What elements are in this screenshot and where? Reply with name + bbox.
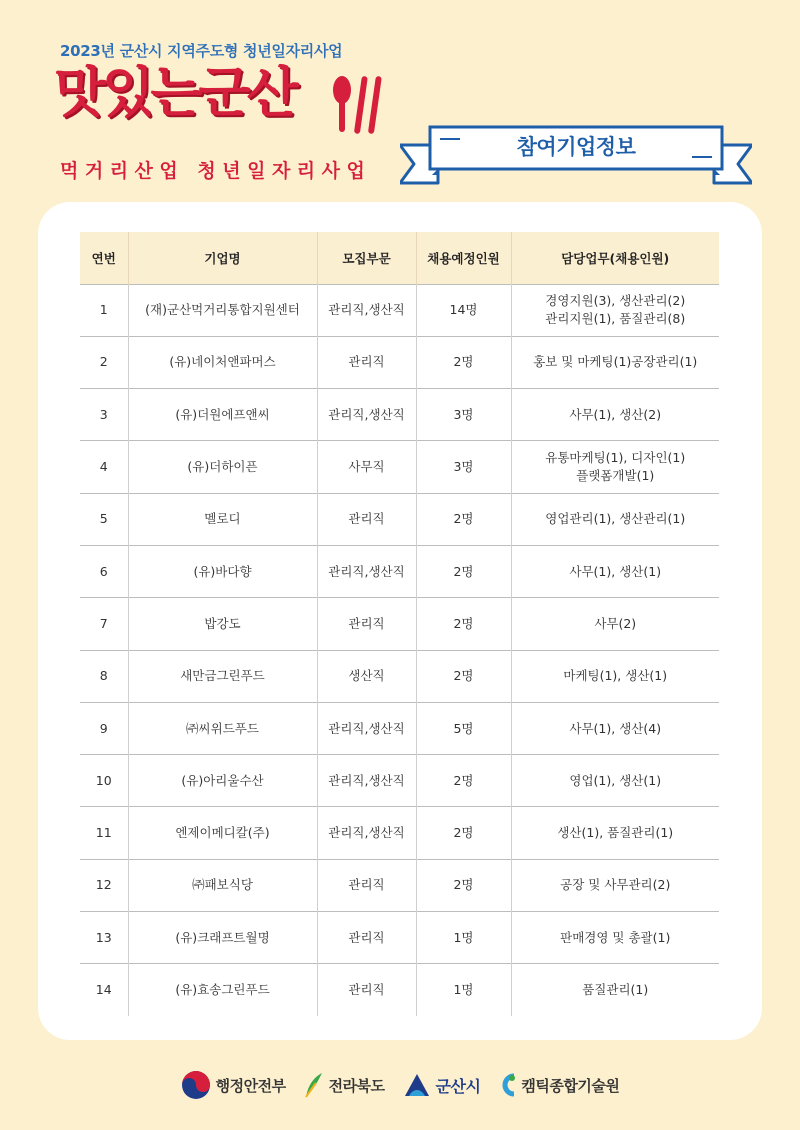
logo-title: 맛있는군산	[54, 61, 295, 124]
footer-org-label: 군산시	[435, 1076, 481, 1096]
cell-duty: 영업(1), 생산(1)	[511, 755, 719, 807]
table-row	[80, 389, 719, 441]
cell-sector: 관리직,생산직	[317, 545, 416, 597]
cell-duty: 홍보 및 마케팅(1)공장관리(1)	[511, 336, 719, 388]
cell-count: 5명	[416, 702, 511, 754]
table-row	[80, 807, 719, 859]
cell-sector: 사무직	[317, 441, 416, 493]
cell-company: (유)크래프트월명	[128, 912, 317, 964]
footer-org-gunsan	[403, 1072, 481, 1098]
table-row	[80, 859, 719, 911]
cell-company: (유)효송그린푸드	[128, 964, 317, 1016]
cell-duty: 경영지원(3), 생산관리(2) 관리지원(1), 품질관리(8)	[511, 284, 719, 336]
table-row	[80, 441, 719, 493]
cell-sector: 생산직	[317, 650, 416, 702]
cell-sector: 관리직	[317, 598, 416, 650]
cell-duty: 생산(1), 품질관리(1)	[511, 807, 719, 859]
cell-no: 2	[80, 336, 128, 388]
footer-org-jeonbuk	[304, 1071, 385, 1099]
cell-company: 밥강도	[128, 598, 317, 650]
cell-no: 7	[80, 598, 128, 650]
cell-count: 14명	[416, 284, 511, 336]
col-header-no: 연번	[80, 232, 128, 284]
gunsan-emblem-icon	[403, 1072, 431, 1098]
cell-sector: 관리직,생산직	[317, 389, 416, 441]
cell-duty: 사무(1), 생산(4)	[511, 702, 719, 754]
col-header-sector: 모집부문	[317, 232, 416, 284]
col-header-duty: 담당업무(채용인원)	[511, 232, 719, 284]
cell-sector: 관리직	[317, 964, 416, 1016]
cell-company: (유)더원에프앤씨	[128, 389, 317, 441]
cell-company: (유)바다향	[128, 545, 317, 597]
cell-duty: 공장 및 사무관리(2)	[511, 859, 719, 911]
footer-org-label: 행정안전부	[215, 1076, 286, 1095]
cell-count: 1명	[416, 912, 511, 964]
footer-org-camtic	[498, 1072, 619, 1098]
camtic-icon	[498, 1072, 516, 1098]
cell-count: 2명	[416, 493, 511, 545]
footer-org-label: 캠틱종합기술원	[521, 1076, 620, 1095]
table-row	[80, 964, 719, 1016]
cell-no: 8	[80, 650, 128, 702]
cell-sector: 관리직	[317, 859, 416, 911]
project-subtitle: 2023년 군산시 지역주도형 청년일자리사업	[60, 42, 343, 60]
cell-no: 11	[80, 807, 128, 859]
cell-duty: 사무(2)	[511, 598, 719, 650]
cell-sector: 관리직	[317, 493, 416, 545]
cell-no: 4	[80, 441, 128, 493]
cell-company: (유)더하이픈	[128, 441, 317, 493]
cell-count: 2명	[416, 336, 511, 388]
cell-sector: 관리직,생산직	[317, 284, 416, 336]
table-header-row	[80, 232, 719, 284]
col-header-count: 채용예정인원	[416, 232, 511, 284]
cell-count: 2명	[416, 755, 511, 807]
cell-sector: 관리직	[317, 336, 416, 388]
cell-duty: 품질관리(1)	[511, 964, 719, 1016]
cell-duty: 마케팅(1), 생산(1)	[511, 650, 719, 702]
cell-company: (유)아리울수산	[128, 755, 317, 807]
cell-count: 2명	[416, 545, 511, 597]
cell-no: 5	[80, 493, 128, 545]
cell-count: 2명	[416, 650, 511, 702]
cell-count: 3명	[416, 389, 511, 441]
table-row	[80, 284, 719, 336]
cell-no: 6	[80, 545, 128, 597]
cell-count: 1명	[416, 964, 511, 1016]
table-row	[80, 702, 719, 754]
cell-company: ㈜패보식당	[128, 859, 317, 911]
cell-duty: 유통마케팅(1), 디자인(1) 플랫폼개발(1)	[511, 441, 719, 493]
table-row	[80, 336, 719, 388]
cell-duty: 영업관리(1), 생산관리(1)	[511, 493, 719, 545]
cell-no: 1	[80, 284, 128, 336]
table-row	[80, 545, 719, 597]
cell-company: ㈜씨위드푸드	[128, 702, 317, 754]
cell-no: 13	[80, 912, 128, 964]
cell-sector: 관리직,생산직	[317, 755, 416, 807]
table-row	[80, 650, 719, 702]
table-row	[80, 598, 719, 650]
col-header-company: 기업명	[128, 232, 317, 284]
table-row	[80, 912, 719, 964]
jeonbuk-leaf-icon	[304, 1071, 324, 1099]
taegeuk-icon	[181, 1070, 211, 1100]
footer-logos	[0, 1060, 800, 1110]
spoon-chopsticks-icon	[332, 74, 392, 152]
cell-sector: 관리직	[317, 912, 416, 964]
cell-count: 3명	[416, 441, 511, 493]
cell-count: 2명	[416, 859, 511, 911]
cell-count: 2명	[416, 598, 511, 650]
cell-company: 새만금그린푸드	[128, 650, 317, 702]
table-row	[80, 755, 719, 807]
company-table	[80, 232, 719, 1016]
cell-company: (재)군산먹거리통합지원센터	[128, 284, 317, 336]
footer-org-mois	[181, 1070, 286, 1100]
cell-duty: 사무(1), 생산(2)	[511, 389, 719, 441]
footer-org-label: 전라북도	[328, 1076, 385, 1095]
cell-no: 12	[80, 859, 128, 911]
cell-company: 멜로디	[128, 493, 317, 545]
cell-sector: 관리직,생산직	[317, 807, 416, 859]
cell-company: 엔제이메디칼(주)	[128, 807, 317, 859]
cell-duty: 판매경영 및 총괄(1)	[511, 912, 719, 964]
cell-duty: 사무(1), 생산(1)	[511, 545, 719, 597]
cell-no: 10	[80, 755, 128, 807]
cell-no: 9	[80, 702, 128, 754]
cell-no: 3	[80, 389, 128, 441]
ribbon-title: 참여기업정보	[516, 135, 636, 159]
table-row	[80, 493, 719, 545]
cell-sector: 관리직,생산직	[317, 702, 416, 754]
logo-subtitle: 먹거리산업 청년일자리사업	[60, 160, 372, 182]
cell-no: 14	[80, 964, 128, 1016]
cell-count: 2명	[416, 807, 511, 859]
cell-company: (유)네이처앤파머스	[128, 336, 317, 388]
header	[0, 0, 800, 200]
